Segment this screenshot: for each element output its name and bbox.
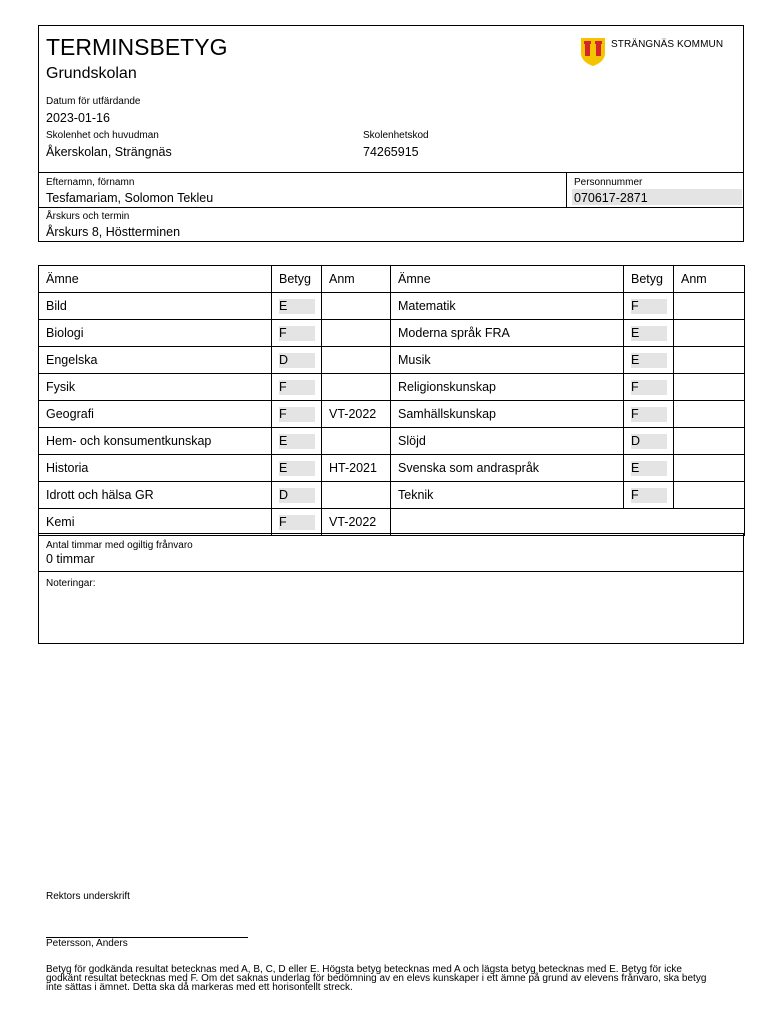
grade-value: F — [279, 326, 315, 341]
note-cell — [674, 374, 745, 401]
name-label: Efternamn, förnamn — [46, 177, 135, 188]
grade-row — [39, 320, 745, 347]
grade-cell — [624, 293, 674, 320]
grade-value: E — [631, 353, 667, 368]
grade-value: F — [279, 380, 315, 395]
subject-cell: Idrott och hälsa GR — [39, 482, 272, 509]
note-cell — [674, 482, 745, 509]
absence-label: Antal timmar med ogiltig frånvaro — [46, 540, 193, 551]
grade-cell — [272, 374, 322, 401]
grade-value: F — [279, 515, 315, 530]
grade-value: F — [631, 299, 667, 314]
signature-label: Rektors underskrift — [46, 891, 130, 902]
principal-name: Petersson, Anders — [46, 938, 128, 949]
grade-cell — [624, 401, 674, 428]
subject-cell: Samhällskunskap — [391, 401, 624, 428]
grade-row — [39, 509, 745, 536]
grade-value: E — [279, 461, 315, 476]
note-cell — [322, 320, 391, 347]
grade-cell — [624, 482, 674, 509]
note-cell — [674, 401, 745, 428]
school-label: Skolenhet och huvudman — [46, 130, 159, 141]
grade-row — [39, 455, 745, 482]
grade-row — [39, 293, 745, 320]
grade-cell — [272, 347, 322, 374]
subject-cell: Engelska — [39, 347, 272, 374]
col-subject-header: Ämne — [391, 266, 624, 293]
subject-cell: Hem- och konsumentkunskap — [39, 428, 272, 455]
footnote-line-2: godkänt resultat betecknas med F. Om det saknas underlag för bedömning av en elevs kunskaper i ett ämne på grund av elevens frånvaro, ska betyg — [46, 973, 707, 984]
grade-cell — [624, 347, 674, 374]
pnr-label: Personnummer — [574, 177, 643, 188]
grade-cell — [272, 509, 322, 536]
subject-cell: Religionskunskap — [391, 374, 624, 401]
subject-cell: Matematik — [391, 293, 624, 320]
col-subject-header: Ämne — [39, 266, 272, 293]
grade-value: E — [279, 299, 315, 314]
grade-value: F — [631, 488, 667, 503]
grade-cell — [272, 293, 322, 320]
grade-cell — [272, 320, 322, 347]
grade-row — [39, 482, 745, 509]
school-code-value: 74265915 — [363, 145, 419, 159]
subject-cell: Historia — [39, 455, 272, 482]
grade-cell — [624, 320, 674, 347]
grades-header-row — [39, 266, 745, 293]
grade-cell — [624, 455, 674, 482]
municipality-logo — [580, 37, 730, 67]
grade-value: D — [631, 434, 667, 449]
note-cell — [674, 428, 745, 455]
note-cell — [674, 347, 745, 374]
col-grade-header: Betyg — [624, 266, 674, 293]
footnote-line-3: inte sättas i ämnet. Detta ska då markeras med ett horisontellt streck. — [46, 982, 353, 993]
note-cell — [674, 455, 745, 482]
name-value: Tesfamariam, Solomon Tekleu — [46, 191, 214, 205]
notes-label: Noteringar: — [46, 578, 96, 589]
grade-value: F — [631, 407, 667, 422]
year-value: Årskurs 8, Höstterminen — [46, 225, 181, 239]
year-label: Årskurs och termin — [46, 211, 130, 222]
subject-cell: Teknik — [391, 482, 624, 509]
subject-cell: Geografi — [39, 401, 272, 428]
note-cell — [322, 428, 391, 455]
subject-cell: Slöjd — [391, 428, 624, 455]
note-cell — [674, 293, 745, 320]
school-code-label: Skolenhetskod — [363, 130, 429, 141]
note-cell: HT-2021 — [322, 455, 391, 482]
note-cell — [322, 482, 391, 509]
coat-of-arms-icon — [580, 37, 606, 67]
grade-value: E — [631, 461, 667, 476]
subject-cell: Musik — [391, 347, 624, 374]
col-note-header: Anm — [674, 266, 745, 293]
subject-cell: Fysik — [39, 374, 272, 401]
absence-box — [38, 533, 744, 572]
absence-value: 0 timmar — [46, 552, 95, 566]
note-cell: VT-2022 — [322, 401, 391, 428]
grade-value: D — [279, 353, 315, 368]
empty-cell — [391, 509, 745, 536]
note-cell: VT-2022 — [322, 509, 391, 536]
student-divider — [38, 207, 744, 208]
grade-cell — [272, 401, 322, 428]
notes-box — [38, 571, 744, 644]
col-note-header: Anm — [322, 266, 391, 293]
date-label: Datum för utfärdande — [46, 96, 141, 107]
subject-cell: Kemi — [39, 509, 272, 536]
grade-row — [39, 401, 745, 428]
grade-row — [39, 428, 745, 455]
note-cell — [322, 293, 391, 320]
pnr-value: 070617-2871 — [574, 191, 648, 205]
note-cell — [674, 320, 745, 347]
grade-cell — [272, 428, 322, 455]
grade-value: E — [279, 434, 315, 449]
grade-row — [39, 347, 745, 374]
grade-value: D — [279, 488, 315, 503]
subject-cell: Moderna språk FRA — [391, 320, 624, 347]
grade-cell — [624, 428, 674, 455]
subject-cell: Biologi — [39, 320, 272, 347]
document-subtitle: Grundskolan — [46, 65, 137, 82]
subject-cell: Bild — [39, 293, 272, 320]
grade-cell — [624, 374, 674, 401]
logo-text: STRÄNGNÄS KOMMUN — [611, 39, 724, 50]
grade-row — [39, 374, 745, 401]
note-cell — [322, 374, 391, 401]
grading-footnote — [46, 965, 746, 992]
grade-cell — [272, 455, 322, 482]
date-value: 2023-01-16 — [46, 111, 110, 125]
school-value: Åkerskolan, Strängnäs — [46, 145, 172, 159]
note-cell — [322, 347, 391, 374]
col-grade-header: Betyg — [272, 266, 322, 293]
document-title: TERMINSBETYG — [46, 34, 228, 60]
subject-cell: Svenska som andraspråk — [391, 455, 624, 482]
grade-value: E — [631, 326, 667, 341]
grade-value: F — [631, 380, 667, 395]
grades-table — [38, 265, 745, 536]
grade-value: F — [279, 407, 315, 422]
grade-cell — [272, 482, 322, 509]
pnr-divider — [566, 172, 567, 207]
footnote-line-1: Betyg för godkända resultat betecknas med A, B, C, D eller E. Högsta betyg betecknas med A och lägsta betyg betecknas med E. Betyg för icke — [46, 964, 682, 975]
